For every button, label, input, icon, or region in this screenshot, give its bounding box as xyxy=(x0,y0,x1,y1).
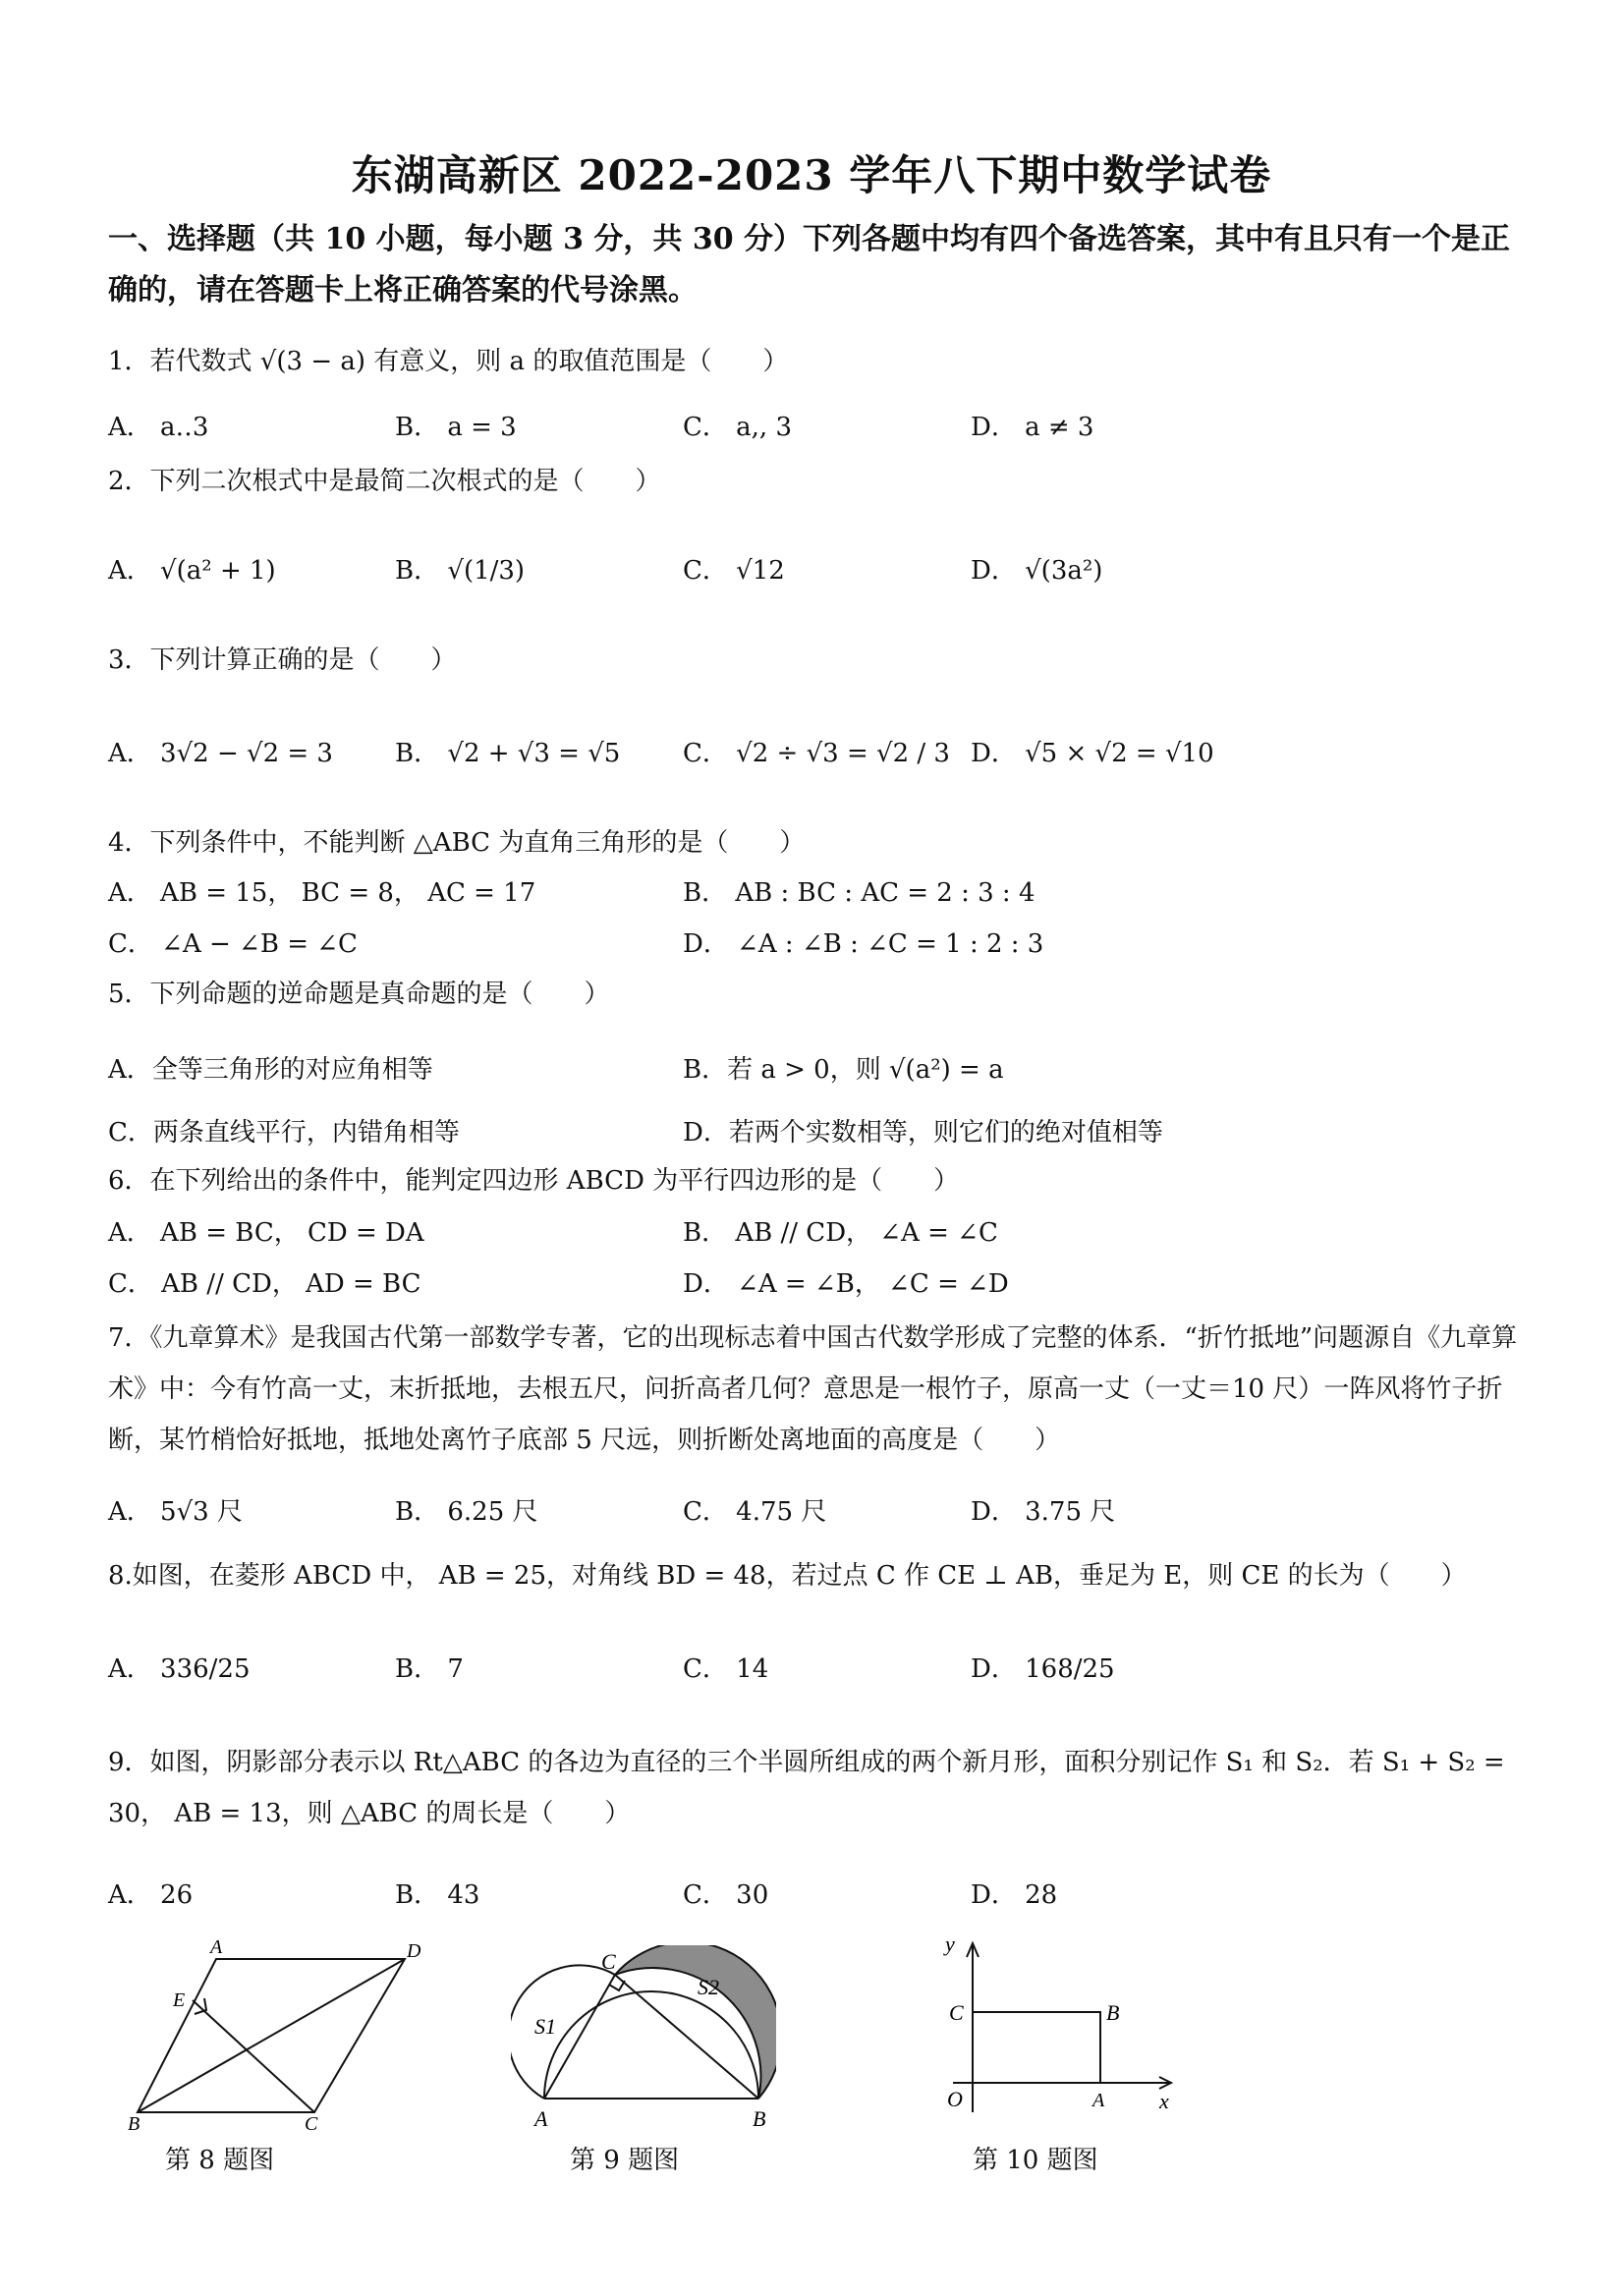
q5-option-d: D．若两个实数相等，则它们的绝对值相等 xyxy=(683,1118,1163,1148)
page-title: 东湖高新区 2022-2023 学年八下期中数学试卷 xyxy=(351,151,1272,199)
lune-s1 xyxy=(511,1965,615,2099)
q1-option-b: B． a = 3 xyxy=(395,413,517,442)
fig8-label-e: E xyxy=(173,1989,186,2011)
q5-option-a: A．全等三角形的对应角相等 xyxy=(108,1055,433,1085)
q8-option-d: D． 168/25 xyxy=(971,1654,1115,1684)
fig10-label-x: x xyxy=(1159,2089,1169,2113)
fig10-label-a: A xyxy=(1092,2090,1105,2111)
fig8-label-b: B xyxy=(128,2113,140,2132)
perpendicular-ce xyxy=(193,2000,314,2112)
question-2-stem: 2．下列二次根式中是最简二次根式的是（ ） xyxy=(108,467,661,496)
q3-option-c: C． √2 ÷ √3 = √2 / 3 xyxy=(683,739,950,768)
q5-option-b: B．若 a > 0，则 √(a²) = a xyxy=(683,1055,1004,1085)
question-9-stem: 9．如图，阴影部分表示以 Rt△ABC 的各边为直径的三个半圆所组成的两个新月形，面积分别记作 S₁ 和 S₂．若 S₁ + S₂ = 30， AB = 13，则 △ABC 的周长是（ ） xyxy=(108,1748,1505,1828)
fig10-label-b: B xyxy=(1106,2000,1120,2025)
q4-option-a: A． AB = 15， BC = 8， AC = 17 xyxy=(108,878,536,908)
figure-10-coordinate xyxy=(923,1926,1189,2122)
question-3 xyxy=(108,639,1542,682)
question-3-stem: 3．下列计算正确的是（ ） xyxy=(108,645,457,675)
q1-option-a: A． a‥3 xyxy=(108,413,209,442)
question-2 xyxy=(108,460,1542,503)
figure-8-rhombus xyxy=(118,1935,432,2132)
question-7 xyxy=(108,1313,1542,1466)
fig9-label-a: A xyxy=(534,2106,548,2131)
fig9-label-s2: S2 xyxy=(698,1975,719,1999)
fig9-label-s1: S1 xyxy=(534,2014,556,2039)
question-4 xyxy=(108,821,1542,865)
fig10-label-c: C xyxy=(949,2000,964,2025)
q4-option-b: B． AB : BC : AC = 2 : 3 : 4 xyxy=(683,878,1035,908)
fig9-label-c: C xyxy=(601,1949,616,1974)
q9-option-a: A． 26 xyxy=(108,1880,194,1910)
q6-option-d: D． ∠A = ∠B， ∠C = ∠D xyxy=(683,1269,1009,1299)
q2-option-a: A． √(a² + 1) xyxy=(108,556,276,586)
q2-option-b: B． √(1/3) xyxy=(395,556,526,586)
question-1-stem: 1．若代数式 √(3 − a) 有意义，则 a 的取值范围是（ ） xyxy=(108,347,789,376)
figure-9-caption: 第 9 题图 xyxy=(570,2146,680,2175)
question-8 xyxy=(108,1554,1542,1597)
fig8-label-d: D xyxy=(407,1940,421,1962)
fig10-label-y: y xyxy=(945,1932,955,1956)
q9-option-c: C． 30 xyxy=(683,1880,769,1910)
q1-option-c: C． a,, 3 xyxy=(683,413,792,442)
q8-option-b: B． 7 xyxy=(395,1654,464,1684)
q3-option-a: A． 3√2 − √2 = 3 xyxy=(108,739,333,768)
semicircle-ab xyxy=(544,1991,758,2099)
q2-option-d: D． √(3a²) xyxy=(971,556,1103,586)
fig8-label-c: C xyxy=(305,2113,318,2132)
question-5-stem: 5．下列命题的逆命题是真命题的是（ ） xyxy=(108,980,610,1009)
question-6 xyxy=(108,1159,1542,1203)
q6-option-c: C． AB // CD， AD = BC xyxy=(108,1269,421,1299)
q1-option-d: D． a ≠ 3 xyxy=(971,413,1094,442)
q3-option-b: B． √2 + √3 = √5 xyxy=(395,739,621,768)
question-8-stem: 8.如图，在菱形 ABCD 中， AB = 25，对角线 BD = 48，若过点 C 作 CE ⊥ AB，垂足为 E，则 CE 的长为（ ） xyxy=(108,1561,1467,1591)
q4-option-c: C． ∠A − ∠B = ∠C xyxy=(108,929,358,959)
question-1 xyxy=(108,340,1542,383)
question-6-stem: 6．在下列给出的条件中，能判定四边形 ABCD 为平行四边形的是（ ） xyxy=(108,1166,960,1196)
q9-option-d: D． 28 xyxy=(971,1880,1058,1910)
q9-option-b: B． 43 xyxy=(395,1880,480,1910)
fig10-label-o: O xyxy=(947,2087,963,2111)
question-7-stem: 7．《九章算术》是我国古代第一部数学专著，它的出现标志着中国古代数学形成了完整的体系．“折竹抵地”问题源自《九章算术》中：今有竹高一丈，末折抵地，去根五尺，问折高者几何？意思是一根竹子，原高一丈（一丈＝10 尺）一阵风将竹子折断，某竹梢恰好抵地，抵地处离竹子底部 5 尺远，则折断处离地面的高度是（ ） xyxy=(108,1323,1518,1455)
q5-option-c: C．两条直线平行，内错角相等 xyxy=(108,1118,460,1148)
q7-option-d: D． 3.75 尺 xyxy=(971,1497,1116,1527)
q7-option-b: B． 6.25 尺 xyxy=(395,1497,538,1527)
q2-option-c: C． √12 xyxy=(683,556,785,586)
figure-8-caption: 第 8 题图 xyxy=(165,2146,275,2175)
q6-option-b: B． AB // CD， ∠A = ∠C xyxy=(683,1218,998,1248)
fig9-label-b: B xyxy=(753,2106,766,2131)
figure-10-caption: 第 10 题图 xyxy=(973,2146,1098,2175)
section-instructions: 一、选择题（共 10 小题，每小题 3 分，共 30 分）下列各题中均有四个备选答案，其中有且只有一个是正确的，请在答题卡上将正确答案的代号涂黑。 xyxy=(108,222,1511,308)
rectangle-oabc xyxy=(973,2012,1100,2083)
q3-option-d: D． √5 × √2 = √10 xyxy=(971,739,1214,768)
q7-option-a: A． 5√3 尺 xyxy=(108,1497,243,1527)
q4-option-d: D． ∠A : ∠B : ∠C = 1 : 2 : 3 xyxy=(683,929,1044,959)
question-5 xyxy=(108,973,1542,1016)
q7-option-c: C． 4.75 尺 xyxy=(683,1497,827,1527)
figure-9-lunes xyxy=(511,1945,776,2132)
fig8-label-a: A xyxy=(210,1936,223,1958)
question-4-stem: 4．下列条件中，不能判断 △ABC 为直角三角形的是（ ） xyxy=(108,828,806,858)
q6-option-a: A． AB = BC， CD = DA xyxy=(108,1218,424,1248)
lune-s2 xyxy=(615,1945,776,2099)
q8-option-a: A． 336/25 xyxy=(108,1654,251,1684)
question-9 xyxy=(108,1737,1542,1839)
q8-option-c: C． 14 xyxy=(683,1654,769,1684)
